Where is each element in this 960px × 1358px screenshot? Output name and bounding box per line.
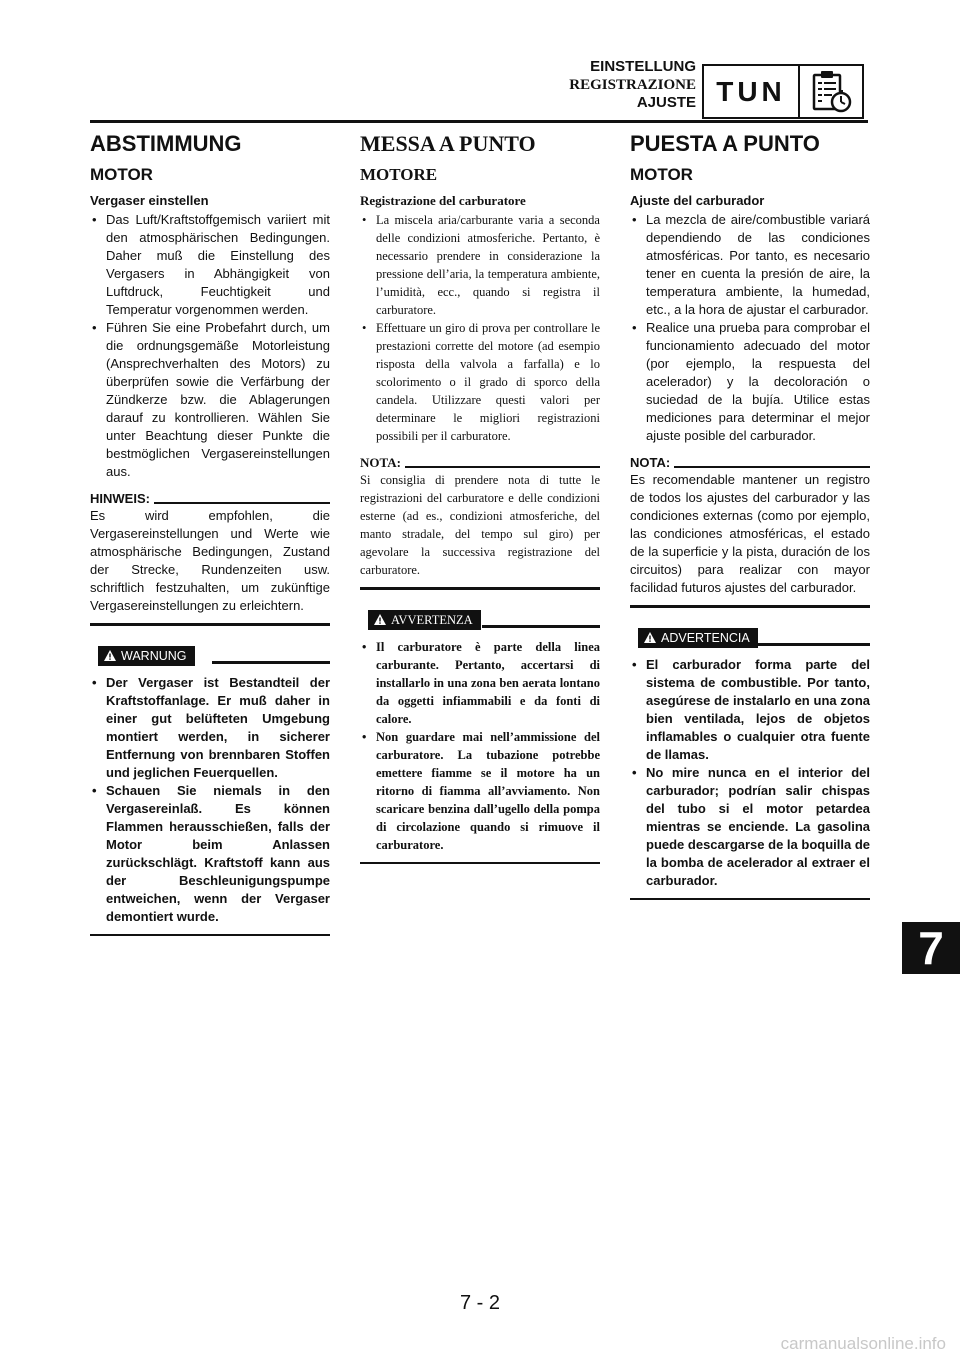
subtitle-de: MOTOR [90,165,153,184]
divider [360,862,600,865]
bullet-list-de [90,211,330,481]
warning-triangle-icon [104,650,116,661]
warning-list-de [90,674,330,926]
note-label-de: HINWEIS: [90,491,150,506]
note-text-it: Si consiglia di prendere nota di tutte le registrazioni del carburatore e delle condizioni esterne (ad es., condizioni atmosferiche, del manto stradale, del tempo sul giro) per agevolare la successiva registrazione del carburatore. [360,473,600,577]
note-text-de: Es wird empfohlen, die Vergasereinstellungen und Werte wie atmosphärische Bedingungen, Zustand der Strecke, Rundenzeiten usw. schriftlich festzuhalten, um zukünftige Vergasereinstellungen zu erleichtern. [90,508,330,613]
list-item: • Effettuare un giro di prova per controllare le prestazioni corrette del motore (ad esempio risposta della valvola a farfalla) e lo scolorimento o il grado di sporco della candela. Utilizzare questi valori per determinare le migliori registrazioni possibili per il carburatore. [360,319,600,445]
section-heading-it: Registrazione del carburatore [360,193,526,208]
divider [90,623,330,626]
header-rule [90,120,868,123]
note-label-es: NOTA: [630,455,671,470]
divider [360,587,600,590]
section-heading-es: Ajuste del carburador [630,193,765,208]
warning-label-es: ADVERTENCIA [661,630,750,645]
warning-list-it [360,638,600,854]
page-title-es: PUESTA A PUNTO [630,131,820,156]
warning-label-it: AVVERTENZA [391,612,473,627]
checklist-stopwatch-icon [808,69,854,115]
list-item: • Non guardare mai nell’ammissione del carburatore. La tubazione potrebbe emettere fiamme se il motore ha un ritorno di fiamma all’avviamento. Non scaricare benzina dall’ugello della pompa di circolazione quando si rimuove il carburatore. [360,728,600,854]
warning-triangle-icon [374,614,386,625]
note-heading-es [630,455,870,471]
subtitle-it: MOTORE [360,165,438,184]
bullet-list-es [630,211,870,445]
note-text-es: Es recomendable mantener un registro de todos los ajustes del carburador y las condiciones externas (como por ejemplo, las condiciones atmosféricas, el estado de la superficie y la pista, duración de los circuitos) para realizar con mayor facilidad futuros ajustes del carburador. [630,472,870,595]
list-item: • Führen Sie eine Probefahrt durch, um die ordnungsgemäße Motorleistung (Ansprechverhalten des Motors) zu überprüfen sowie die Verfärbung der Zündkerze bzw. die Ablagerungen darauf zu kontrollieren. Wählen Sie unter Beachtung dieser Punkte die bestmöglichen Vergasereinstellungen aus. [90,319,330,481]
column-german [90,130,330,950]
column-italian [360,130,600,878]
list-item: • El carburador forma parte del sistema de combustible. Por tanto, asegúrese de instalarlo en una zona bien ventilada, lejos de objetos inflamables o cualquier otra fuente de llamas. [630,656,870,764]
divider [90,934,330,937]
warning-badge [638,628,758,648]
section-heading-de: Vergaser einstellen [90,193,209,208]
page-title-de: ABSTIMMUNG [90,131,242,156]
page-title-it: MESSA A PUNTO [360,131,536,156]
warning-heading-de [90,646,330,666]
watermark: carmanualsonline.info [780,1334,946,1353]
list-item: • La miscela aria/carburante varia a seconda delle condizioni atmosferiche. Pertanto, è necessario prendere in considerazione la pressione dell’aria, la temperatura ambiente, l’umidità, ecc., quando si registra il carburatore. [360,211,600,319]
header-label-es: AJUSTE [636,94,696,111]
chapter-tab: 7 [902,922,960,974]
warning-list-es [630,656,870,890]
page-number: 7 - 2 [459,1292,501,1314]
warning-heading-it [360,610,600,630]
divider [630,605,870,608]
list-item: • Il carburatore è parte della linea carburante. Pertanto, accertarsi di installarlo in una zona ben aerata lontano da oggetti infiammabili e da fonti di calore. [360,638,600,728]
header-section-labels [569,58,696,112]
note-label-it: NOTA: [360,455,401,470]
header-label-de: EINSTELLUNG [590,58,696,75]
divider [630,898,870,901]
column-spanish [630,130,870,914]
warning-heading-es [630,628,870,648]
list-item: • No mire nunca en el interior del carburador; podrían salir chispas del tubo si el motor petardea mientras se enciende. La gasolina puede descargarse de la boquilla de la bomba de acelerador al extraer el carburador. [630,764,870,890]
list-item: • Realice una prueba para comprobar el funcionamiento adecuado del motor (por ejemplo, la respuesta del acelerador) y la decoloración o suciedad de la bujía. Utilice estas mediciones para determinar el mejor ajuste posible del carburador. [630,319,870,445]
list-item: • Das Luft/Kraftstoffgemisch variiert mit den atmosphärischen Bedingungen. Daher muß die Einstellung des Vergasers in Abhängigkeit von Luftdruck, Feuchtigkeit und Temperatur vorgenommen werden. [90,211,330,319]
list-item: • La mezcla de aire/combustible variará dependiendo de las condiciones atmosféricas. Por tanto, es necesario tener en cuenta la presión de aire, la temperatura ambiente, la humedad, etc., a la hora de ajustar el carburador. [630,211,870,319]
warning-label-de: WARNUNG [121,648,187,663]
warning-badge [98,646,195,666]
list-item: • Der Vergaser ist Bestandteil der Kraftstoffanlage. Er muß daher in einer gut belüfteten Umgebung montiert werden, in sicherer Entfernung von brennbaren Stoffen und jeglichen Feuerquellen. [90,674,330,782]
section-badge [702,64,864,119]
warning-badge [368,610,481,630]
list-item: • Schauen Sie niemals in den Vergasereinlaß. Es können Flammen herausschießen, falls der Motor beim Anlassen zurückschlägt. Kraftstoff kann aus der Beschleunigungspumpe entweichen, wenn der Vergaser demontiert wurde. [90,782,330,926]
header-label-it: REGISTRAZIONE [569,77,696,93]
warning-triangle-icon [644,632,656,643]
note-heading-it [360,455,600,471]
bullet-list-it [360,211,600,445]
subtitle-es: MOTOR [630,165,693,184]
section-badge-text: TUN [704,66,800,117]
note-heading-de [90,491,330,507]
